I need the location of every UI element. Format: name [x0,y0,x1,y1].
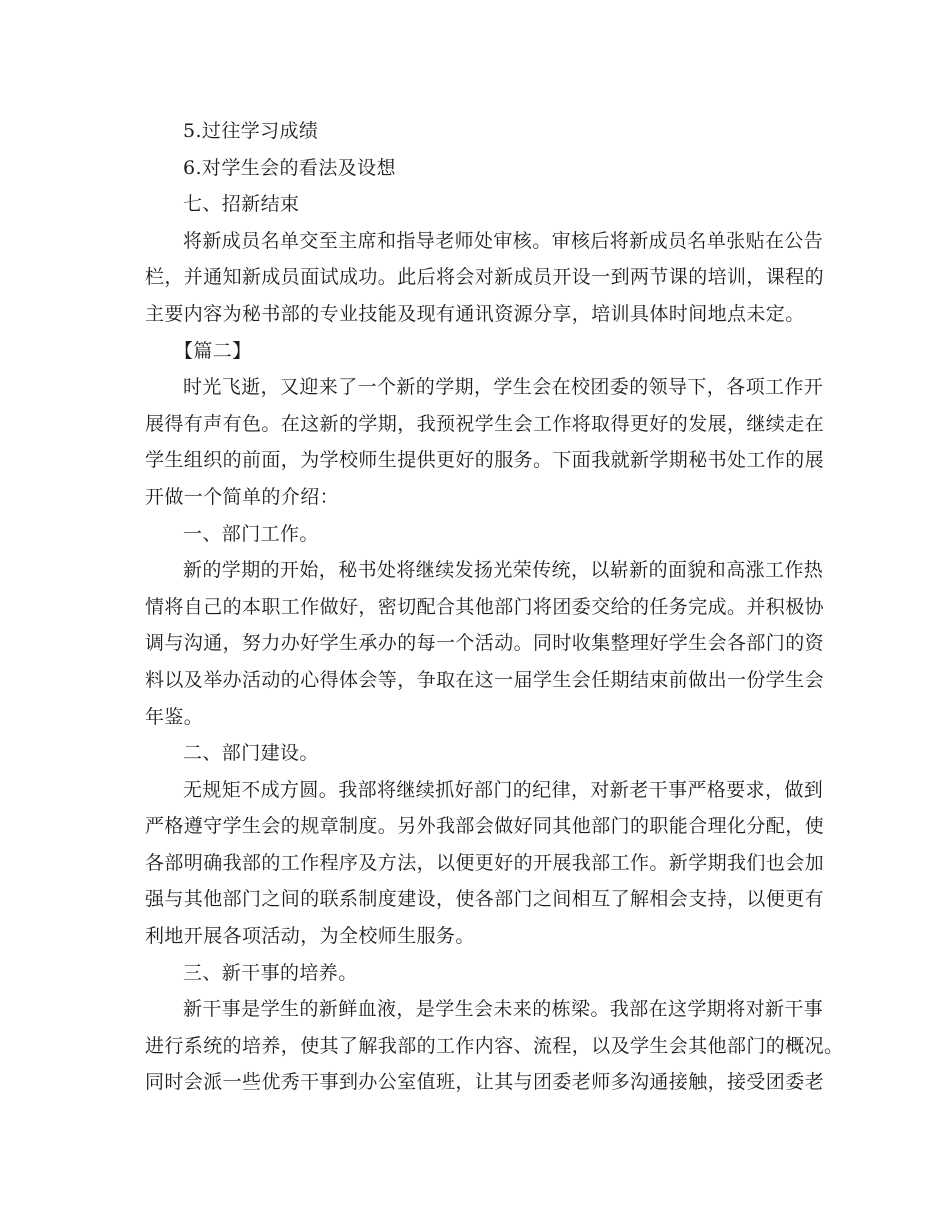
paragraph-line: 主要内容为秘书部的专业技能及现有通讯资源分享，培训具体时间地点未定。 [145,302,805,325]
paragraph-line: 展得有声有色。在这新的学期，我预祝学生会工作将取得更好的发展，继续走在 [145,412,825,435]
paragraph-line: 强与其他部门之间的联系制度建设，使各部门之间相互了解相会支持，以便更有 [145,888,825,911]
paragraph-line: 各部明确我部的工作程序及方法，以便更好的开展我部工作。新学期我们也会加 [145,851,825,874]
paragraph-line: 情将自己的本职工作做好，密切配合其他部门将团委交给的任务完成。并积极协 [145,595,825,618]
document-body [145,113,844,1101]
text-line: 6.对学生会的看法及设想 [183,156,396,179]
paragraph-line: 同时会派一些优秀干事到办公室值班，让其与团委老师多沟通接触，接受团委老 [145,1071,825,1094]
part-heading: 【篇二】 [174,339,252,362]
paragraph-line: 学生组织的前面，为学校师生提供更好的服务。下面我就新学期秘书处工作的展 [145,449,825,472]
paragraph-line: 新的学期的开始，秘书处将继续发扬光荣传统，以崭新的面貌和高涨工作热 [183,559,824,582]
paragraph-line: 料以及举办活动的心得体会等，争取在这一届学生会任期结束前做出一份学生会 [145,668,825,691]
section-heading: 七、招新结束 [183,193,300,216]
paragraph-line: 进行系统的培养，使其了解我部的工作内容、流程，以及学生会其他部门的概况。 [145,1034,844,1057]
paragraph-line: 无规矩不成方圆。我部将继续抓好部门的纪律，对新老干事严格要求，做到 [183,778,824,801]
paragraph-line: 时光飞逝，又迎来了一个新的学期，学生会在校团委的领导下，各项工作开 [183,376,824,399]
section-heading: 二、部门建设。 [183,742,319,765]
section-heading: 一、部门工作。 [183,522,319,545]
paragraph-line: 调与沟通，努力办好学生承办的每一个活动。同时收集整理好学生会各部门的资 [145,632,825,655]
paragraph-line: 严格遵守学生会的规章制度。另外我部会做好同其他部门的职能合理化分配，使 [145,815,825,838]
section-heading: 三、新干事的培养。 [183,961,358,984]
paragraph-line: 新干事是学生的新鲜血液，是学生会未来的栋梁。我部在这学期将对新干事 [183,998,824,1021]
paragraph-line: 开做一个简单的介绍： [145,485,340,508]
paragraph-line: 年鉴。 [145,705,204,728]
paragraph-line: 将新成员名单交至主席和指导老师处审核。审核后将新成员名单张贴在公告 [183,229,824,252]
paragraph-line: 利地开展各项活动，为全校师生服务。 [145,925,475,948]
text-line: 5.过往学习成绩 [183,120,319,142]
paragraph-line: 栏，并通知新成员面试成功。此后将会对新成员开设一到两节课的培训，课程的 [145,266,825,289]
